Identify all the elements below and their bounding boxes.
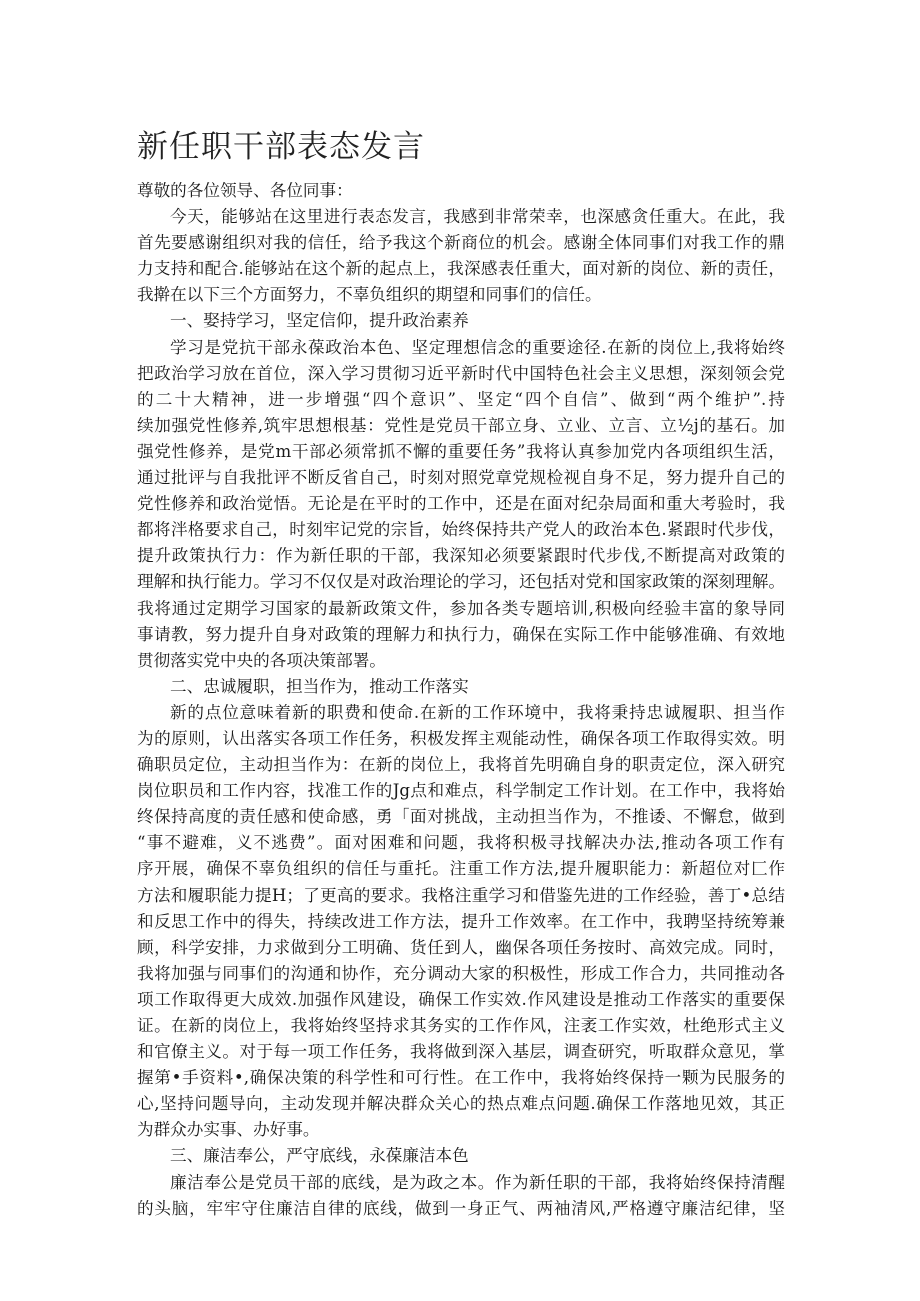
text-line: 的二十大精神，进一步增强“四个意识”、坚定“四个自信”、做到“两个维护”.持 — [137, 389, 785, 409]
text-line: 顾，科学安排，力求做到分工明确、货任到人，幽保各项任务按时、高效完成。同时， — [137, 937, 785, 957]
text-line: 新的点位意味着新的职费和使命.在新的工作环境中，我将秉持忠诚履职、担当作 — [170, 702, 785, 722]
text-line: 和官僚主义。对于每一项工作任务，我将做到深入基层，调查研究，听取群众意见，掌 — [137, 1042, 785, 1062]
text-line: 首先要感谢组织对我的信任，给予我这个新商位的机会。感谢全体同事们对我工作的鼎 — [137, 233, 785, 253]
text-line: 今天，能够站在这里进行表态发言，我感到非常荣幸，也深感贪任重大。在此，我 — [170, 207, 785, 227]
text-line: 序开展，确保不辜负组织的信任与重托。注重工作方法,提升履职能力：新超位对匚作 — [137, 859, 785, 879]
page-title: 新任职干部表态发言 — [137, 129, 425, 165]
text-line: 续加强党性修养,筑牢思想根基：党性是党员干部立身、立业、立言、立½j的基石。加 — [137, 415, 785, 435]
text-line: 岗位职员和工作内容，找准工作的Jg点和难点，科学制定工作计划。在工作中，我将始 — [137, 781, 785, 801]
text-line: 为群众办实事、办好事。 — [137, 1120, 320, 1140]
text-line: 提升政策执行力：作为新任职的干部，我深知必须要紧跟时代步伐,不断提高对政策的 — [137, 546, 785, 566]
section-heading: 二、忠诚履职，担当作为，推动工作落实 — [170, 676, 469, 696]
text-line: 心,坚持问题导向，主动发现并解决群众关心的热点难点问题.确保工作落地见效，其正 — [137, 1094, 785, 1114]
text-line: 我将加强与同事们的沟通和协作，充分调动大家的积极性，形成工作合力，共同推动各 — [137, 963, 785, 983]
text-line: 学习是党抗干部永葆政治本色、坚定理想信念的重要途径.在新的岗位上,我将始终 — [170, 337, 785, 357]
text-line: 事请教，努力提升自身对政策的理解力和执行力，确保在实际工作中能够准确、有效地 — [137, 624, 785, 644]
text-line: 尊敬的各位领导、各位同事： — [137, 181, 353, 200]
section-heading: 三、廉洁奉公，严守底线，永葆廉洁本色 — [170, 1146, 469, 1166]
text-line: 为的原则，认出落实各项工作任务，积极发挥主观能动性，确保各项工作取得实效。明 — [137, 728, 785, 748]
text-line: 项工作取得更大成效.加强作风建设，确保工作实效.作风建设是推动工作落实的重要保 — [137, 989, 785, 1009]
text-line: 终保持高度的责任感和使命感，勇「面对挑战，主动担当作为，不推诿、不懈怠，做到 — [137, 807, 785, 827]
text-line: 的头脑，牢牢守住廉洁自律的底线，做到一身正气、两袖清风,严格遵守廉洁纪律，坚 — [137, 1198, 785, 1218]
section-heading: 一、娶持学习，坚定信仰，提升政治素养 — [170, 311, 469, 331]
text-line: 党性修养和政治觉悟。无论是在平时的工作中，还是在面对纪杂局面和重大考验时，我 — [137, 494, 785, 514]
text-line: 强党性修养，是党m干部必须常抓不懈的重要任务”我将认真参加党内各项组织生活， — [137, 441, 785, 461]
text-line: 把政治学习放在首位，深入学习贯彻习近平新时代中国特色社会主义思想，深刻领会党 — [137, 363, 785, 383]
text-line: 都将泮格要求自己，时刻牢记党的宗旨，始终保持共产党人的政治本色.紧跟时代步伐， — [137, 520, 785, 540]
text-line: 通过批评与自我批评不断反省自己，时刻对照党章党规检视自身不足，努力提升自己的 — [137, 468, 785, 488]
text-line: 确职员定位，主动担当作为：在新的岗位上，我将首先明确自身的职责定位，深入研究 — [137, 755, 785, 775]
text-line: 我将通过定期学习国家的最新政策文件，参加各类专题培训,积极向经验丰富的象导同 — [137, 598, 785, 618]
text-line: 和反思工作中的得失，持续改进工作方法，提升工作效率。在工作中，我聘坚持统筹兼 — [137, 911, 785, 931]
text-line: 贯彻落实党中央的各项决策部署。 — [137, 650, 386, 670]
text-line: 廉洁奉公是党员干部的底线，是为政之本。作为新任职的干部，我将始终保持清醒 — [170, 1172, 785, 1192]
text-line: 力支持和配合.能够站在这个新的起点上，我深感表任重大，面对新的岗位、新的责任， — [137, 259, 785, 279]
text-line: 理解和执行能力。学习不仅仅是对政治理论的学习，还包括对党和国家政策的深刻理解。 — [137, 572, 785, 592]
document-body — [137, 178, 785, 1222]
text-line: 方法和履职能力提H；了更高的要求。我格注重学习和借鉴先进的工作经验，善丁•总结 — [137, 885, 785, 905]
text-line: 握第•手资料•,确保决策的科学性和可行性。在工作中，我将始终保持一颗为民服务的 — [137, 1068, 785, 1088]
text-line: 证。在新的岗位上，我将始终坚持求其务实的工作作风，注袤工作实效，杜绝形式主义 — [137, 1016, 785, 1035]
text-line: 我擀在以下三个方面努力，不辜负组织的期望和同事们的信任。 — [137, 285, 602, 305]
text-line: “事不避难，义不逃费”。面对困难和问题，我将积极寻找解决办法,推动各项工作有 — [137, 833, 785, 853]
